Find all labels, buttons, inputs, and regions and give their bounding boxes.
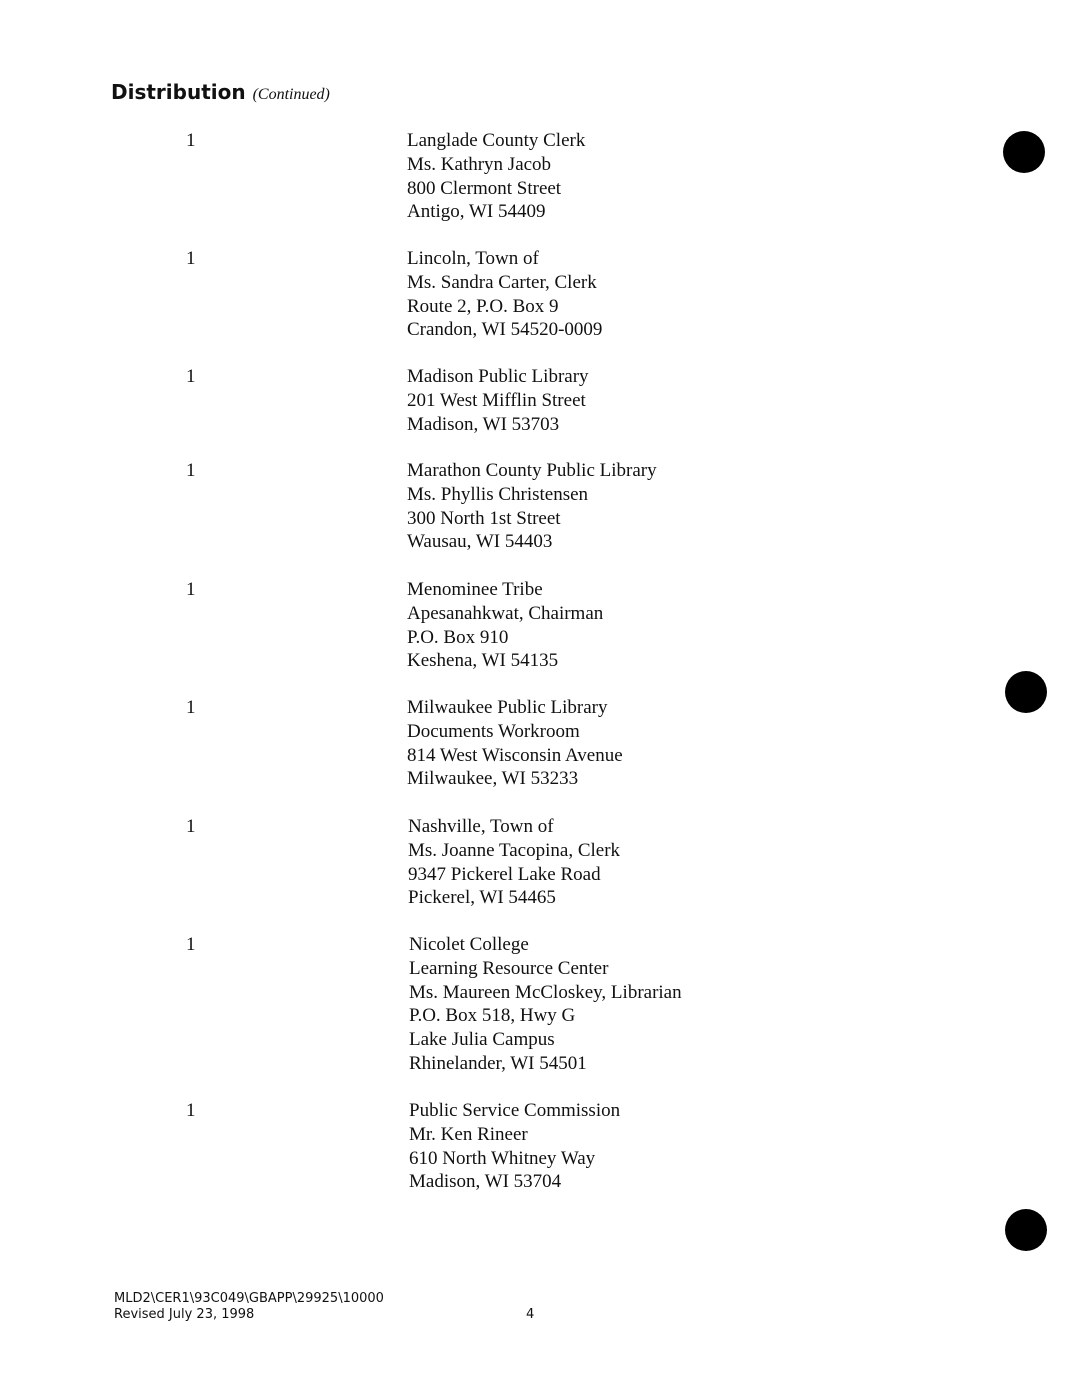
address-line: Keshena, WI 54135 [407,650,559,672]
address-line: Ms. Kathryn Jacob [407,153,552,175]
entry-quantity: 1 [186,460,196,481]
address-line: Ms. Phyllis Christensen [407,483,589,505]
entry-quantity: 1 [186,248,196,269]
address-line: 9347 Pickerel Lake Road [408,863,601,885]
entry-quantity: 1 [186,130,196,151]
address-line: Rhinelander, WI 54501 [409,1052,587,1074]
entry-address [407,578,603,673]
entry-quantity: 1 [186,1100,196,1121]
entry-quantity: 1 [186,816,196,837]
entry-address [408,815,620,910]
entry-quantity: 1 [186,579,196,600]
address-line: Antigo, WI 54409 [407,201,546,223]
address-line: Milwaukee, WI 53233 [407,768,579,790]
binder-hole [1005,671,1047,713]
page-heading [111,80,330,104]
footer-path: MLD2\CER1\93C049\GBAPP\29925\10000 [114,1291,384,1306]
address-line: Ms. Joanne Tacopina, Clerk [408,839,621,861]
address-line: Nicolet College [409,934,529,955]
entry-address [407,129,585,224]
binder-hole [1003,131,1045,173]
binder-hole [1005,1209,1047,1251]
entry-quantity: 1 [186,366,196,387]
entry-address [407,459,657,554]
entry-address [409,1099,620,1194]
address-line: Route 2, P.O. Box 9 [407,295,559,317]
address-line: Public Service Commission [409,1100,621,1121]
address-line: 610 North Whitney Way [409,1147,596,1169]
address-line: Marathon County Public Library [407,460,657,481]
heading-title: Distribution [111,80,246,104]
entry-address [407,247,602,342]
address-line: 300 North 1st Street [407,507,561,529]
entry-quantity: 1 [186,697,196,718]
address-line: P.O. Box 518, Hwy G [409,1005,576,1027]
entry-address [407,365,589,436]
address-line: Madison, WI 53703 [407,413,560,435]
address-line: Crandon, WI 54520-0009 [407,319,603,341]
address-line: Apesanahkwat, Chairman [407,602,604,624]
address-line: 814 West Wisconsin Avenue [407,744,623,766]
footer-revised: Revised July 23, 1998 [114,1307,255,1322]
address-line: Lincoln, Town of [407,248,539,269]
heading-subtitle: (Continued) [252,86,330,103]
address-line: Documents Workroom [407,720,580,742]
entry-address [407,696,623,791]
address-line: Lake Julia Campus [409,1029,555,1051]
address-line: Ms. Maureen McCloskey, Librarian [409,981,682,1003]
address-line: Madison, WI 53704 [409,1171,562,1193]
address-line: Pickerel, WI 54465 [408,887,556,909]
address-line: 800 Clermont Street [407,177,562,199]
address-line: Mr. Ken Rineer [409,1123,528,1145]
entry-address [409,933,682,1076]
address-line: Nashville, Town of [408,816,554,837]
address-line: Madison Public Library [407,366,589,387]
address-line: Learning Resource Center [409,957,609,979]
page-number: 4 [526,1307,535,1322]
address-line: Wausau, WI 54403 [407,531,553,553]
address-line: P.O. Box 910 [407,626,509,648]
address-line: Ms. Sandra Carter, Clerk [407,271,597,293]
entry-quantity: 1 [186,934,196,955]
address-line: Milwaukee Public Library [407,697,608,718]
address-line: Langlade County Clerk [407,130,586,151]
address-line: Menominee Tribe [407,579,543,600]
address-line: 201 West Mifflin Street [407,389,586,411]
